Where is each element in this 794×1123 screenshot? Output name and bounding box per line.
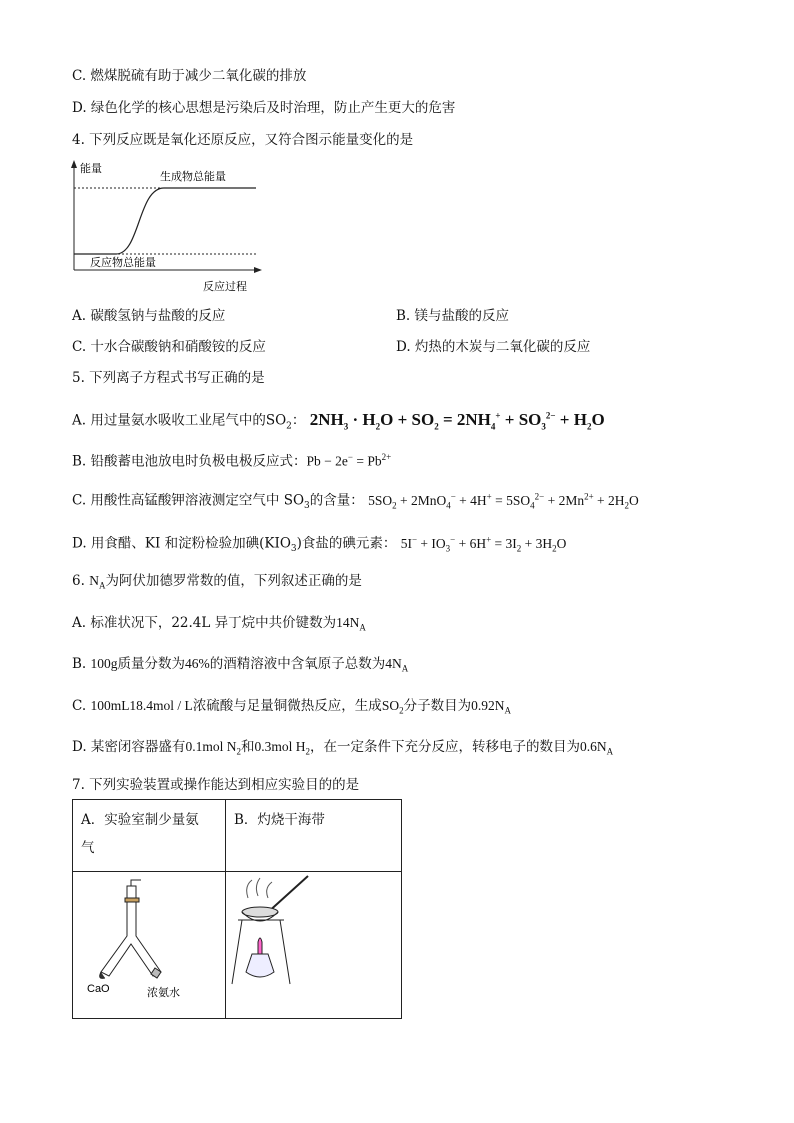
q5-option-c-equation: $5SO_2 + 2MnO_4^- + 4H^+ = 5SO_4^{2-} + 2Mn^{2+} + 2H_2O$ — [368, 491, 639, 511]
q7-cell-b-figure — [226, 872, 402, 1019]
lower-energy-label: 反应物总能量 — [90, 256, 156, 269]
q5-option-c: C. 用酸性高锰酸钾溶液测定空气中 $SO_3$的含量： $5SO_2 + 2MnO_4^- + 4H^+ = 5SO_4^{2-} + 2Mn^{2+} + 2H_2O$ — [72, 491, 639, 512]
q3-option-c: C. 燃煤脱硫有助于减少二氧化碳的排放 — [72, 68, 307, 84]
q6-option-b: B. 100g质量分数为46%的酒精溶液中含氧原子总数为$4N_A$ — [72, 656, 409, 674]
q6-option-c: C. 100mL18.4mol / L浓硫酸与足量铜微热反应，生成$SO_2$分子数目为$0.92N_A$ — [72, 698, 511, 716]
q7-options-table — [72, 799, 402, 1019]
q7-cell-a-figure — [73, 872, 226, 1019]
ammonia-label: 浓氨水 — [147, 986, 180, 999]
q5-option-d: D. 用食醋、KI 和淀粉检验加碘$(KIO_3)$食盐的碘元素： $5I^- + IO_3^- + 6H^+ = 3I_2 + 3H_2O$ — [72, 534, 567, 555]
q6-option-a: A. 标准状况下，22.4L 异丁烷中共价键数为$14N_A$ — [72, 615, 366, 633]
y-tube-apparatus — [73, 872, 223, 1008]
q7-stem: 7. 下列实验装置或操作能达到相应实验目的的是 — [72, 777, 360, 793]
upper-energy-label: 生成物总能量 — [160, 170, 226, 183]
q3-option-d: D. 绿色化学的核心思想是污染后及时治理，防止产生更大的危害 — [72, 100, 456, 116]
cao-label: CaO — [87, 983, 110, 995]
q4-option-b: B. 镁与盐酸的反应 — [396, 308, 510, 324]
q4-option-d: D. 灼热的木炭与二氧化碳的反应 — [396, 339, 591, 355]
q4-option-a: A. 碳酸氢钠与盐酸的反应 — [72, 308, 226, 324]
burning-apparatus — [226, 872, 396, 1008]
q4-stem: 4. 下列反应既是氧化还原反应，又符合图示能量变化的是 — [72, 132, 414, 148]
q5-stem: 5. 下列离子方程式书写正确的是 — [72, 370, 265, 386]
q6-option-d: D. 某密闭容器盛有0.1mol $N_2$和0.3mol $H_2$，在一定条件下充分反应，转移电子的数目为$0.6N_A$ — [72, 739, 614, 757]
q7-cell-a-title: A．实验室制少量氨 气 — [73, 800, 226, 872]
q5-option-a: A. 用过量氨水吸收工业尾气中的$SO_2$： $2NH_3 \cdot H_2O + SO_2 = 2NH_4^+ + SO_3^{2-} + H_2O$ — [72, 409, 605, 432]
energy-diagram — [60, 158, 270, 298]
y-axis-label: 能量 — [80, 162, 102, 175]
q5-option-d-equation: $5I^- + IO_3^- + 6H^+ = 3I_2 + 3H_2O$ — [400, 534, 567, 554]
q5-option-b: B. 铅酸蓄电池放电时负极电极反应式：$Pb - 2e^- = Pb^{2+}$ — [72, 452, 392, 470]
q7-cell-b-title: B．灼烧干海带 — [226, 800, 402, 872]
q5-option-a-equation: $2NH_3 \cdot H_2O + SO_2 = 2NH_4^+ + SO_3^{2-} + H_2O$ — [309, 409, 605, 432]
q6-stem: 6. $N_A$为阿伏加德罗常数的值，下列叙述正确的是 — [72, 573, 362, 591]
x-axis-label: 反应过程 — [203, 280, 247, 293]
q4-option-c: C. 十水合碳酸钠和硝酸铵的反应 — [72, 339, 266, 355]
